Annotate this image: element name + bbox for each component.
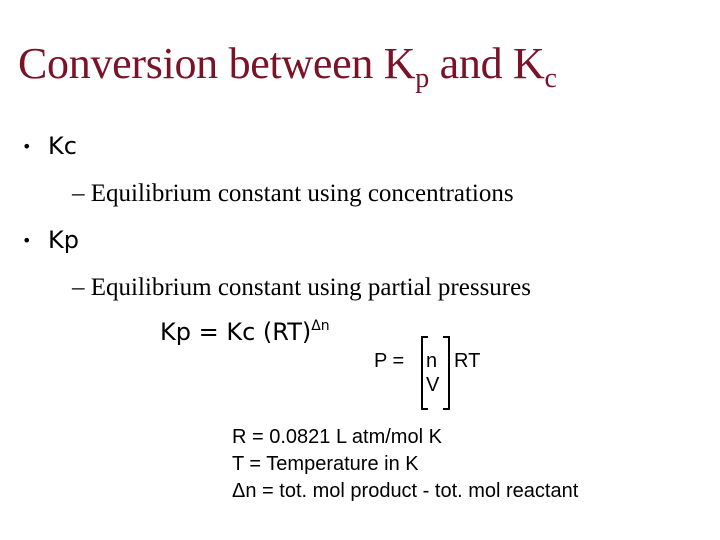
kp-kc-formula — [160, 318, 330, 346]
slide-title — [18, 38, 557, 95]
bullet-label: Kp — [48, 226, 79, 254]
formula-text: Kp = Kc (RT) — [160, 318, 312, 346]
pressure-denominator: V — [426, 374, 440, 396]
pressure-numerator: n — [426, 350, 438, 372]
definition-delta-n: Δn = tot. mol product - tot. mol reactant — [232, 480, 579, 502]
sub-item-kc: – Equilibrium constant using concentrations — [72, 180, 514, 207]
definition-t: T = Temperature in K — [232, 453, 419, 475]
title-text-and: and K — [428, 39, 545, 88]
title-subscript-c: c — [544, 63, 557, 94]
title-subscript-p: p — [415, 63, 429, 94]
pressure-rhs: RT — [454, 350, 481, 372]
pressure-equation — [374, 350, 481, 396]
bullet-label: Kc — [48, 132, 77, 160]
title-text: Conversion between K — [18, 39, 416, 88]
left-bracket-icon — [421, 336, 428, 410]
pressure-lhs: P = — [374, 350, 405, 372]
bullet-dot-icon: • — [22, 231, 32, 250]
definitions-list — [232, 424, 578, 505]
right-bracket-icon — [443, 336, 450, 410]
sub-item-kp: – Equilibrium constant using partial pressures — [72, 274, 531, 301]
formula-exponent: Δn — [311, 318, 330, 334]
bullet-dot-icon: • — [22, 137, 32, 156]
definition-r: R = 0.0821 L atm/mol K — [232, 426, 442, 448]
